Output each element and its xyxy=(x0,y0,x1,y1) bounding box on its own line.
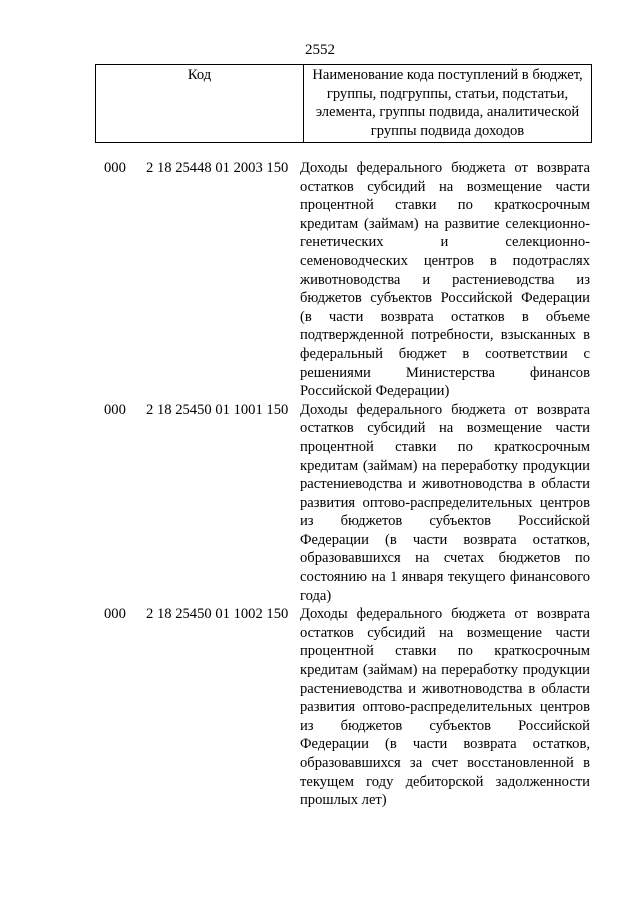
row-income-code: 2 18 25450 01 1001 150 xyxy=(146,401,289,418)
table-row xyxy=(104,159,590,401)
row-admin-code: 000 xyxy=(104,401,126,418)
table-row xyxy=(104,605,590,810)
row-admin-code: 000 xyxy=(104,160,126,176)
row-description: Доходы федерального бюджета от возврата остатков субсидий на возмещение части процентной ставки по краткосрочным кредитам (займам) на развитие селекционно-генетических и селекционно-семеноводческих центров в подотраслях животноводства и растениеводства из бюджетов субъектов Российской Федерации (в части возврата остатков в объеме подтвержденной потребности, взысканных в федеральный бюджет в соответствии с решениями Министерства финансов Российской Федерации) xyxy=(300,160,590,400)
page-number: 2552 xyxy=(305,42,335,58)
row-income-code: 2 18 25448 01 2003 150 xyxy=(146,160,289,176)
header-code-cell: Код xyxy=(96,65,304,143)
income-code-list xyxy=(104,159,590,810)
table-header xyxy=(95,64,592,143)
row-admin-code: 000 xyxy=(104,606,126,623)
table-row xyxy=(104,401,590,606)
row-income-code: 2 18 25450 01 1002 150 xyxy=(146,606,289,623)
row-description: Доходы федерального бюджета от возврата остатков субсидий на возмещение части процентной ставки по краткосрочным кредитам (займам) на переработку продукции растениеводства и животноводства в области развития оптово-распределительных центров из бюджетов субъектов Российской Федерации (в части возврата остатков, образовавшихся за счет восстановленной в текущем году дебиторской задолженности прошлых лет) xyxy=(300,606,590,809)
header-name-cell: Наименование кода поступлений в бюджет, группы, подгруппы, статьи, подстатьи, элемента, группы подвида, аналитической группы подвида доходов xyxy=(304,65,592,143)
row-description: Доходы федерального бюджета от возврата остатков субсидий на возмещение части процентной ставки по краткосрочным кредитам (займам) на переработку продукции растениеводства и животноводства в области развития оптово-распределительных центров из бюджетов субъектов Российской Федерации (в части возврата остатков, образовавшихся на счетах бюджетов по состоянию на 1 января текущего финансового года) xyxy=(300,401,590,604)
